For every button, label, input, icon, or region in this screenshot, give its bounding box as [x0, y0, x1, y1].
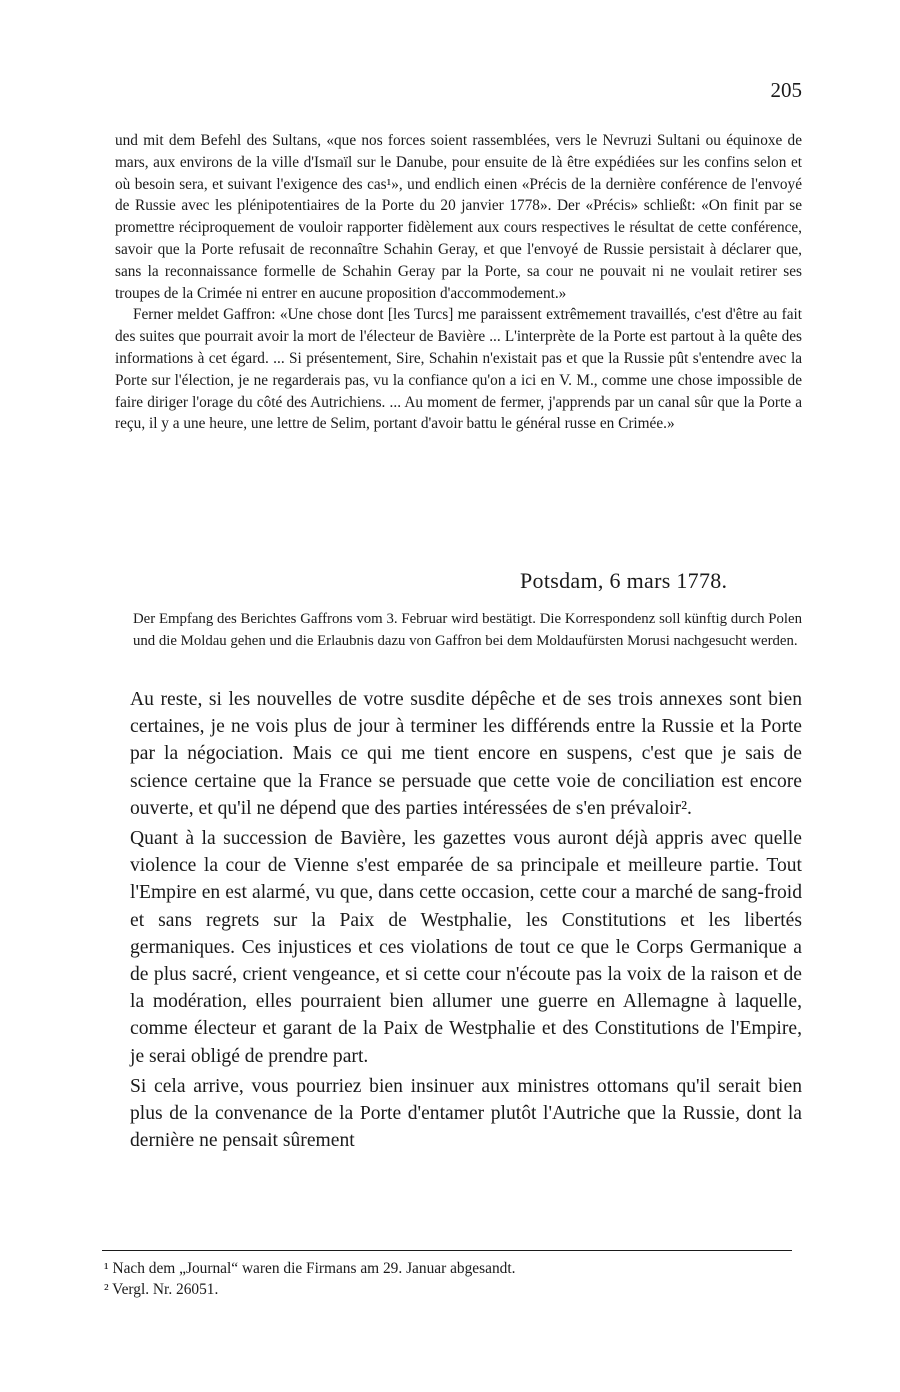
letter-body: [130, 686, 802, 1154]
letter-paragraph-3: Si cela arrive, vous pourriez bien insinuer aux ministres ottomans qu'il serait bien plus de la convenance de la Porte d'entamer plutôt l'Autriche que la Russie, dont la dernière ne pensait sûrement: [130, 1075, 802, 1152]
letter-paragraph-1: Au reste, si les nouvelles de votre susdite dépêche et de ses trois annexes sont bien certaines, je ne vois plus de jour à terminer les différends entre la Russie et la Porte par la négociation. Mais ce qui me tient encore en suspens, c'est que je sais de science certaine que la France se persuade que cette voie de conciliation est encore ouverte, et qu'il ne dépend que des parties intéressées de s'en prévaloir².: [130, 689, 802, 819]
footnotes: [104, 1258, 804, 1300]
footnote-2: ² Vergl. Nr. 26051.: [104, 1281, 219, 1298]
letter-paragraph-2: Quant à la succession de Bavière, les gazettes vous auront déjà appris avec quelle violence la cour de Vienne s'est emparée de sa principale et meilleure partie. Tout l'Empire en est alarmé, vu que, dans cette occasion, cette cour a marché de sang-froid et sans regrets sur la Paix de Westphalie, les Constitutions et les libertés germaniques. Ces injustices et ces violations de tout ce que le Corps Germanique a de plus sacré, crient vengeance, et si cette cour n'écoute pas la voix de la raison et de la modération, elles pourraient bien allumer une guerre en Allemagne à laquelle, comme électeur et garant de la Paix de Westphalie et des Constitutions de l'Empire, je serai obligé de prendre part.: [130, 828, 802, 1067]
letter-summary: Der Empfang des Berichtes Gaffrons vom 3. Februar wird bestätigt. Die Korrespondenz soll künftig durch Polen und die Moldau gehen und die Erlaubnis dazu von Gaffron bei dem Moldaufürsten Morusi nachgesucht werden.: [133, 611, 802, 649]
footnote-1: ¹ Nach dem „Journal“ waren die Firmans am 29. Januar abgesandt.: [104, 1260, 516, 1277]
dateline: Potsdam, 6 mars 1778.: [520, 568, 728, 593]
footnote-divider: [102, 1250, 792, 1251]
page-number: 205: [770, 78, 802, 102]
intro-paragraph-2: Ferner meldet Gaffron: «Une chose dont [les Turcs] me paraissent extrêmement travaillés, c'est d'être au fait des suites que pourrait avoir la mort de l'électeur de Bavière ... L'interprète de la Porte est partout à la quête des informations à cet égard. ... Si présentement, Sire, Schahin n'existait pas et que la Russie pût s'entendre avec la Porte sur l'élection, je ne regarderais pas, vu la confiance qu'on a ici en V. M., comme une chose impossible de faire diriger l'orage du côté des Autrichiens. ... Au moment de fermer, j'apprends par un canal sûr que la Porte a reçu, il y a une heure, une lettre de Selim, portant d'avoir battu le général russe en Crimée.»: [115, 306, 802, 433]
intro-paragraph-1: und mit dem Befehl des Sultans, «que nos forces soient rassemblées, vers le Nevruzi Sultani ou équinoxe de mars, aux environs de la ville d'Ismaïl sur le Danube, pour ensuite de là être expédiées sur les confins selon et où besoin sera, et suivant l'exigence des cas¹», und endlich einen «Précis de la dernière conférence de l'envoyé de Russie avec les plénipotentiaires de la Porte du 20 janvier 1778». Der «Précis» schließt: «On finit par se promettre réciproquement de vouloir rapporter fidèlement aux cours respectives le résultat de cette conférence, savoir que la Porte refusait de reconnaître Schahin Geray, et que l'envoyé de Russie persistait à déclarer que, sans la reconnaissance formelle de Schahin Geray par la Porte, sa cour ne pouvait ni ne voulait retirer ses troupes de la Crimée ni entrer en aucune proposition d'accommodement.»: [115, 132, 802, 302]
intro-text: [115, 130, 802, 435]
